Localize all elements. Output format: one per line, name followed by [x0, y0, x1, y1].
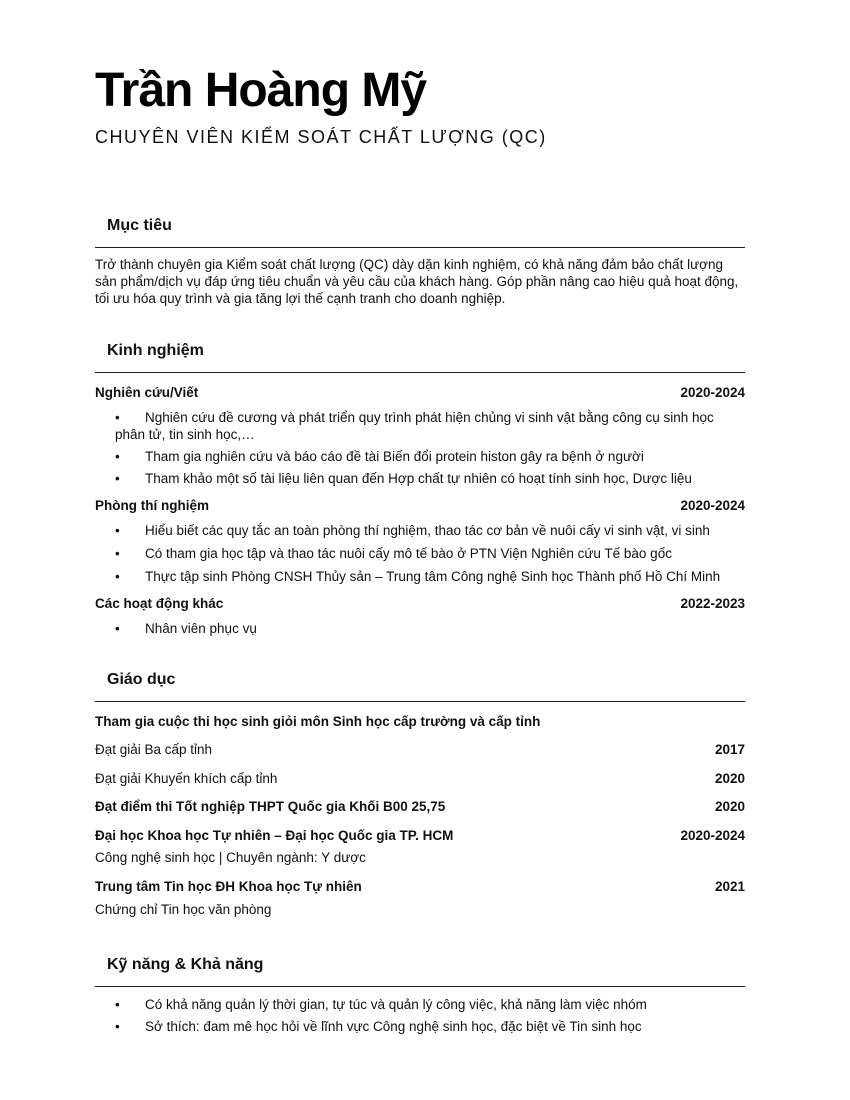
education-year: 2020: [714, 771, 745, 786]
list-item: • Tham gia nghiên cứu và báo cáo đề tài Biến đổi protein histon gây ra bệnh ở người: [115, 449, 644, 464]
list-item: • Thực tập sinh Phòng CNSH Thủy sản – Trung tâm Công nghệ Sinh học Thành phố Hồ Chí Minh: [115, 569, 721, 584]
bullet-icon: •: [115, 546, 120, 561]
experience-entry-header: [95, 385, 745, 405]
skills-heading: Kỹ năng & Khả năng: [107, 956, 264, 973]
bullet-icon: •: [115, 569, 120, 584]
experience-entry-header: [95, 498, 745, 518]
bullet-icon: •: [115, 471, 120, 486]
list-item: • Có tham gia học tập và thao tác nuôi cấy mô tế bào ở PTN Viện Nghiên cứu Tế bào gốc: [115, 546, 672, 561]
education-year: 2020: [714, 799, 745, 814]
education-year: 2020-2024: [680, 828, 745, 843]
experience-role: Nghiên cứu/Viết: [95, 385, 199, 400]
experience-section-header: [95, 342, 745, 373]
list-item: • Nhân viên phục vụ: [115, 621, 257, 636]
bullet-icon: •: [115, 1019, 120, 1034]
experience-role: Phòng thí nghiệm: [95, 498, 209, 513]
experience-period: 2020-2024: [680, 498, 745, 513]
education-award: Đạt giải Khuyến khích cấp tỉnh 2020: [95, 771, 745, 786]
education-exam: Đạt điểm thi Tốt nghiệp THPT Quốc gia Khối B00 25,75 2020: [95, 799, 745, 814]
experience-period: 2022-2023: [680, 596, 745, 611]
education-heading: Giáo dục: [107, 671, 176, 688]
education-section-header: [95, 671, 745, 702]
list-item: • Sở thích: đam mê học hỏi về lĩnh vực Công nghệ sinh học, đặc biệt về Tin sinh học: [115, 1019, 642, 1034]
bullet-icon: •: [115, 523, 120, 538]
education-center: Trung tâm Tin học ĐH Khoa học Tự nhiên 2021: [95, 879, 745, 894]
bullet-icon: •: [115, 449, 120, 464]
education-university: Đại học Khoa học Tự nhiên – Đại học Quốc gia TP. HCM 2020-2024: [95, 828, 745, 843]
objective-section-header: [95, 217, 745, 248]
objective-text: Trở thành chuyên gia Kiểm soát chất lượng (QC) dày dặn kinh nghiệm, có khả năng đảm bảo chất lượng sản phẩm/dịch vụ đáp ứng tiêu chuẩn và yêu cầu của khách hàng. Góp phần nâng cao hiệu quả hoạt động, tối ưu hóa quy trình và gia tăng lợi thế cạnh tranh cho doanh nghiệp.: [95, 257, 739, 306]
list-item: • Hiểu biết các quy tắc an toàn phòng thí nghiệm, thao tác cơ bản về nuôi cấy vi sinh vật, vi sinh: [115, 523, 710, 538]
list-item: • Có khả năng quản lý thời gian, tự túc và quản lý công việc, khả năng làm việc nhóm: [115, 997, 647, 1012]
bullet-icon: •: [115, 621, 120, 636]
experience-role: Các hoạt động khác: [95, 596, 224, 611]
experience-period: 2020-2024: [680, 385, 745, 400]
education-university-detail: Công nghệ sinh học | Chuyên ngành: Y dược: [95, 850, 366, 865]
bullet-icon: •: [115, 410, 120, 425]
education-year: 2021: [714, 879, 745, 894]
education-competition: Tham gia cuộc thi học sinh giỏi môn Sinh học cấp trường và cấp tỉnh: [95, 714, 541, 729]
list-item: • Nghiên cứu đề cương và phát triển quy trình phát hiện chủng vi sinh vật bằng công cụ sinh học phân tử, tin sinh học,…: [115, 410, 714, 442]
education-center-detail: Chứng chỉ Tin học văn phòng: [95, 902, 272, 917]
candidate-name: Trần Hoàng Mỹ: [95, 64, 427, 117]
list-item: • Tham khảo một số tài liệu liên quan đến Hợp chất tự nhiên có hoạt tính sinh học, Dược liệu: [115, 471, 692, 486]
experience-heading: Kinh nghiệm: [107, 342, 204, 359]
education-award: Đạt giải Ba cấp tỉnh 2017: [95, 742, 745, 757]
experience-entry-header: [95, 596, 745, 616]
skills-section-header: [95, 956, 745, 987]
education-year: 2017: [714, 742, 745, 757]
job-title: CHUYÊN VIÊN KIỂM SOÁT CHẤT LƯỢNG (QC): [95, 127, 547, 147]
bullet-icon: •: [115, 997, 120, 1012]
objective-heading: Mục tiêu: [107, 217, 172, 234]
